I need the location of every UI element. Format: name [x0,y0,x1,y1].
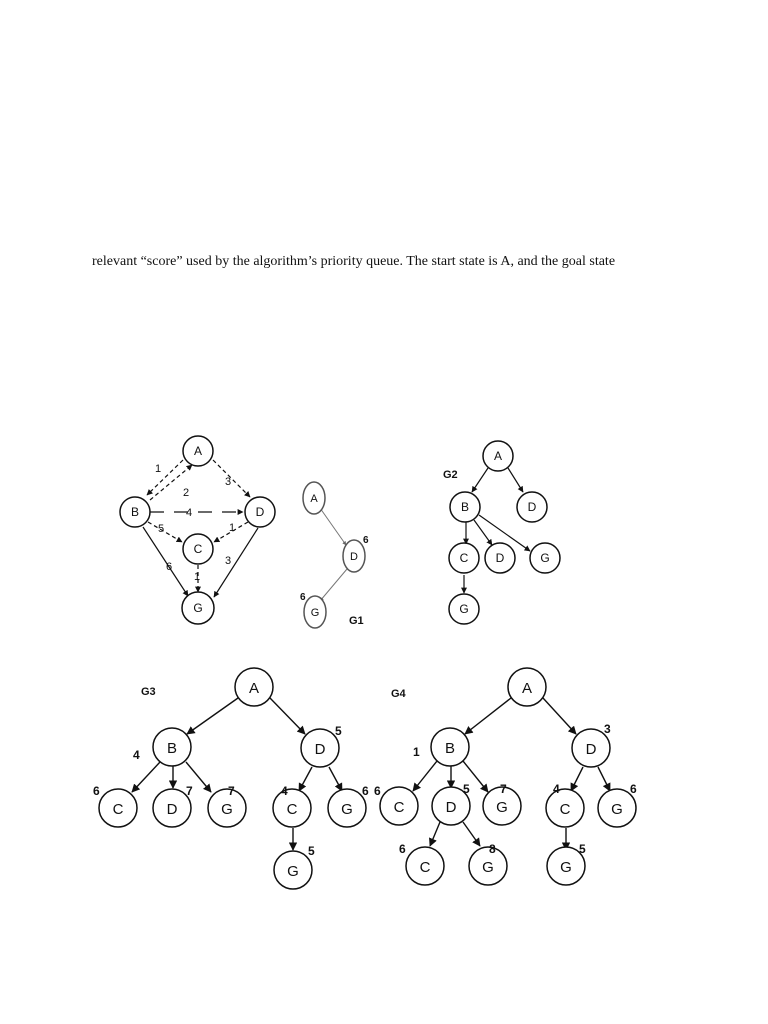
svg-text:D: D [495,551,505,565]
graph-node-a [183,436,213,466]
tree-edge [465,698,511,734]
svg-text:G: G [310,607,320,619]
edge-cost: 5 [158,523,165,535]
graph-node-g [182,592,214,624]
tree-edge [508,468,523,492]
svg-text:C: C [419,859,431,876]
tree-node-c [546,789,584,827]
svg-text:D: D [255,505,265,519]
svg-text:C: C [559,801,571,818]
svg-text:D: D [585,741,597,758]
tree-score: 5 [308,844,315,858]
tree-score: 6 [399,842,406,856]
tree-edge [132,762,160,792]
svg-text:G: G [611,801,623,818]
tree-score: 6 [363,535,369,546]
tree-score: 8 [489,842,496,856]
tree-node-g [208,789,246,827]
svg-text:C: C [286,801,298,818]
tree-score: 5 [463,782,470,796]
edge-cost: 2 [183,487,190,499]
tree-score: 3 [604,722,611,736]
tree-node-g [469,847,507,885]
svg-text:G: G [482,859,494,876]
edge-cost: 1 [229,522,236,534]
svg-text:A: A [521,680,533,697]
tree-node-g [530,543,560,573]
svg-text:D: D [350,551,358,563]
graph-node-b [120,497,150,527]
graph-edge-b-c [148,522,182,542]
tree-score: 5 [579,842,586,856]
svg-text:G: G [193,601,203,615]
svg-text:B: B [130,505,140,519]
tree-node-c [449,543,479,573]
tree-g1 [300,482,369,628]
svg-text:A: A [193,444,203,458]
tree-title: G1 [349,615,364,627]
tree-edge [430,822,440,846]
search-graph [120,436,275,624]
tree-title: G3 [141,686,156,698]
tree-edge [187,698,238,734]
tree-node-a [508,668,546,706]
tree-g4 [374,668,637,885]
svg-text:A: A [248,680,260,697]
svg-text:G: G [540,551,550,565]
tree-edge [463,822,480,846]
tree-node-a [303,482,325,514]
tree-title: G4 [391,688,406,700]
tree-g2 [443,441,560,624]
tree-score: 4 [553,782,560,796]
svg-text:B: B [166,740,178,757]
svg-text:B: B [444,740,456,757]
tree-node-g [328,789,366,827]
problem-sentence: relevant “score” used by the algorithm’s priority queue. The start state is A, and the goal state [92,254,616,269]
svg-text:C: C [112,801,124,818]
tree-score: 6 [362,784,369,798]
tree-node-b [153,728,191,766]
tree-node-g [304,596,326,628]
svg-text:G: G [341,801,353,818]
tree-edge [299,767,312,791]
tree-score: 6 [630,782,637,796]
tree-title: G2 [443,469,458,481]
tree-node-b [431,728,469,766]
graph-node-d [245,497,275,527]
tree-score: 4 [133,748,140,762]
edge-cost: 4 [186,507,193,519]
svg-text:A: A [310,493,318,505]
svg-text:G: G [560,859,572,876]
tree-edge [543,698,576,734]
svg-text:G: G [459,602,469,616]
tree-edge [320,569,347,601]
tree-score: 1 [413,745,420,759]
tree-score: 7 [228,784,235,798]
tree-node-d [301,729,339,767]
edge-cost: 1 [155,463,162,475]
graph-node-c [183,534,213,564]
tree-score: 6 [93,784,100,798]
svg-text:D: D [527,500,537,514]
svg-text:A: A [493,449,503,463]
tree-score: 4 [281,784,288,798]
tree-node-g [449,594,479,624]
tree-node-c [406,847,444,885]
tree-score: 7 [500,782,507,796]
graph-edge-a-d [213,460,250,497]
tree-node-g [274,851,312,889]
tree-edge [329,767,342,791]
tree-edge [320,508,346,545]
edge-cost: 6 [166,561,173,573]
tree-edge [474,520,492,545]
svg-text:G: G [221,801,233,818]
tree-g3 [93,668,369,889]
tree-score: 6 [300,592,306,603]
tree-node-c [273,789,311,827]
svg-text:D: D [166,801,178,818]
tree-node-c [380,787,418,825]
svg-text:C: C [193,542,203,556]
tree-edge [270,698,305,734]
tree-node-c [99,789,137,827]
tree-node-a [235,668,273,706]
tree-node-d [517,492,547,522]
edge-cost: 3 [225,555,232,567]
tree-node-d [485,543,515,573]
svg-text:G: G [496,799,508,816]
tree-score: 6 [374,784,381,798]
svg-text:D: D [314,741,326,758]
svg-text:G: G [287,863,299,880]
svg-text:C: C [459,551,469,565]
tree-node-d [343,540,365,572]
tree-score: 7 [186,784,193,798]
tree-edge [413,761,437,791]
edge-cost: 1 [194,571,201,583]
svg-text:D: D [445,799,457,816]
edge-cost: 3 [225,476,232,488]
tree-score: 5 [335,724,342,738]
tree-edge [571,767,583,791]
tree-node-a [483,441,513,471]
tree-node-b [450,492,480,522]
tree-edge [598,767,610,791]
tree-edge [472,468,488,492]
svg-text:C: C [393,799,405,816]
svg-text:B: B [460,500,470,514]
